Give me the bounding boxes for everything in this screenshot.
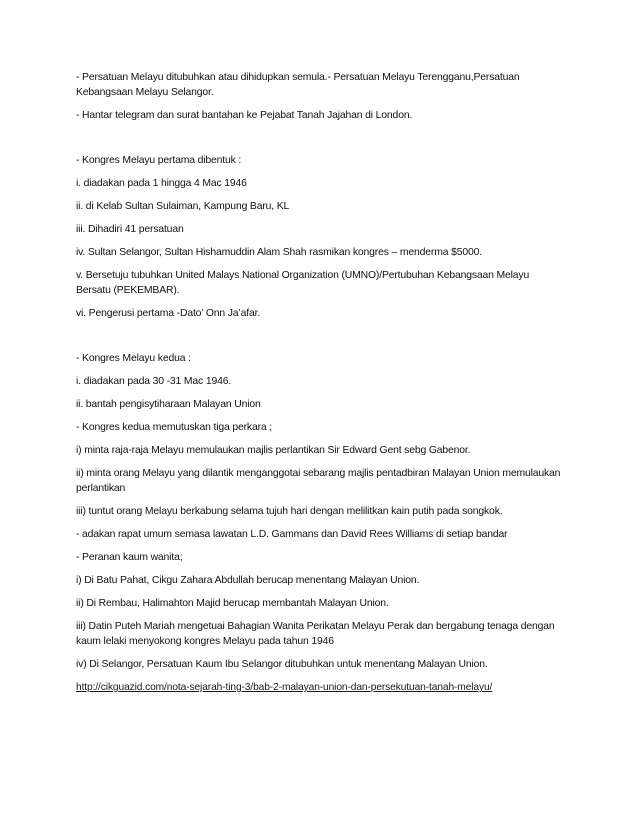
- paragraph-telegram: - Hantar telegram dan surat bantahan ke Pejabat Tanah Jajahan di London.: [76, 110, 413, 121]
- list-item: iv. Sultan Selangor, Sultan Hishamuddin Alam Shah rasmikan kongres – menderma $5000.: [76, 247, 482, 258]
- list-item: vi. Pengerusi pertama -Dato’ Onn Ja’afar.: [76, 308, 261, 319]
- list-item: - adakan rapat umum semasa lawatan L.D. Gammans dan David Rees Williams di setiap bandar: [76, 529, 508, 540]
- list-item: iii) Datin Puteh Mariah mengetuai Bahagian Wanita Perikatan Melayu Perak dan bergabung tenaga dengan kaum lelaki menyokong kongres Melayu pada tahun 1946: [76, 621, 555, 647]
- paragraph-persatuan: - Persatuan Melayu ditubuhkan atau dihidupkan semula.- Persatuan Melayu Terengganu,Persatuan Kebangsaan Melayu Selangor.: [76, 72, 520, 98]
- source-link[interactable]: http://cikguazid.com/nota-sejarah-ting-3/bab-2-malayan-union-dan-persekutuan-tanah-melayu/: [76, 682, 493, 693]
- list-item: iv) Di Selangor, Persatuan Kaum Ibu Selangor ditubuhkan untuk menentang Malayan Union.: [76, 659, 488, 670]
- list-item: i. diadakan pada 1 hingga 4 Mac 1946: [76, 178, 247, 189]
- list-item: ii. di Kelab Sultan Sulaiman, Kampung Baru, KL: [76, 201, 290, 212]
- spacer: [76, 329, 566, 351]
- document-page: [76, 70, 566, 703]
- list-item: i. diadakan pada 30 -31 Mac 1946.: [76, 376, 232, 387]
- spacer: [76, 131, 566, 153]
- list-item: iii. Dihadiri 41 persatuan: [76, 224, 184, 235]
- list-item: iii) tuntut orang Melayu berkabung selama tujuh hari dengan melilitkan kain putih pada songkok.: [76, 506, 503, 517]
- heading-kongres-pertama: - Kongres Melayu pertama dibentuk :: [76, 155, 242, 166]
- list-item: - Kongres kedua memutuskan tiga perkara ;: [76, 422, 272, 433]
- heading-peranan-wanita: - Peranan kaum wanita;: [76, 552, 183, 563]
- list-item: ii. bantah pengisytiharaan Malayan Union: [76, 399, 261, 410]
- list-item: ii) Di Rembau, Halimahton Majid berucap membantah Malayan Union.: [76, 598, 389, 609]
- list-item: v. Bersetuju tubuhkan United Malays National Organization (UMNO)/Pertubuhan Kebangsaan Melayu Bersatu (PEKEMBAR).: [76, 270, 530, 296]
- list-item: i) minta raja-raja Melayu memulaukan majlis perlantikan Sir Edward Gent sebg Gabenor.: [76, 445, 471, 456]
- list-item: i) Di Batu Pahat, Cikgu Zahara Abdullah berucap menentang Malayan Union.: [76, 575, 420, 586]
- list-item: ii) minta orang Melayu yang dilantik menganggotai sebarang majlis pentadbiran Malayan Union memulaukan perlantikan: [76, 468, 561, 494]
- source-link-line: [76, 680, 566, 695]
- heading-kongres-kedua: - Kongres Melayu kedua :: [76, 353, 191, 364]
